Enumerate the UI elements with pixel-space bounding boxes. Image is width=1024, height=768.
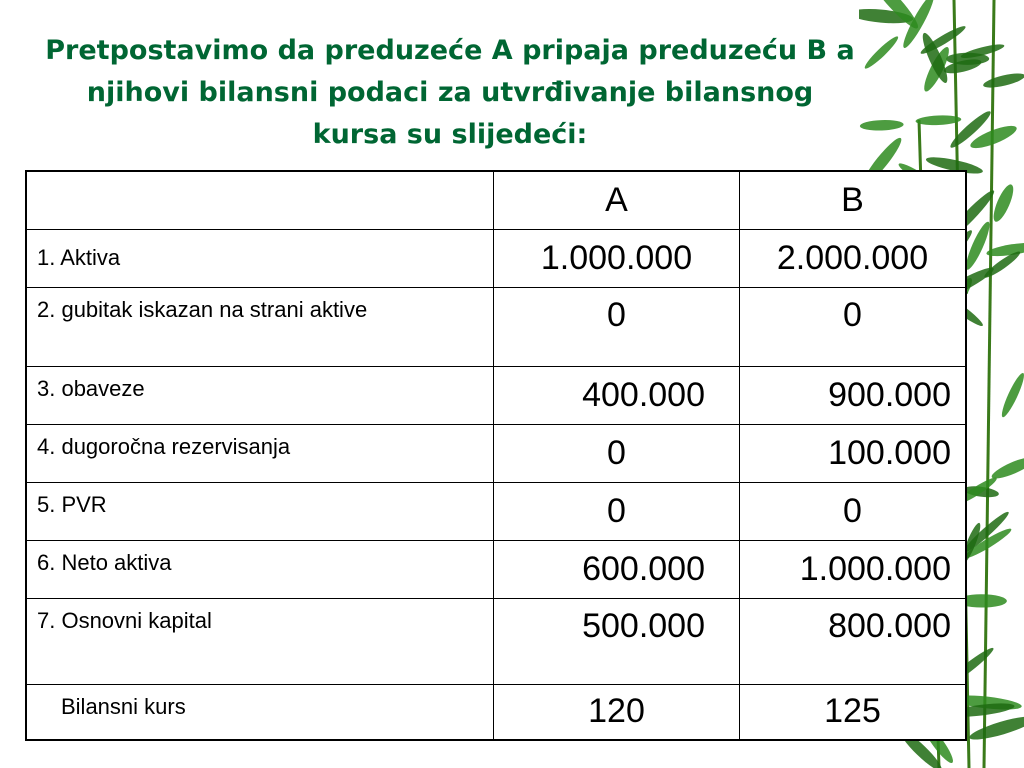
row-label: 1. Aktiva (26, 229, 494, 287)
table-row (26, 366, 966, 424)
value-b: 1.000.000 (740, 540, 967, 598)
value-b: 0 (740, 287, 967, 366)
row-label: 2. gubitak iskazan na strani aktive (26, 287, 494, 366)
value-a: 0 (494, 287, 740, 366)
value-b: 100.000 (740, 424, 967, 482)
balance-table (25, 170, 967, 741)
column-header-b: B (740, 171, 967, 229)
table-header-row (26, 171, 966, 229)
row-label: 4. dugoročna rezervisanja (26, 424, 494, 482)
value-a: 500.000 (494, 598, 740, 684)
slide-title: Pretpostavimo da preduzeće A pripaja preduzeću B a njihovi bilansni podaci za utvrđivanje bilansnog kursa su slijedeći: (45, 35, 855, 150)
value-a: 1.000.000 (494, 229, 740, 287)
table-row (26, 229, 966, 287)
row-label: 6. Neto aktiva (26, 540, 494, 598)
table-row (26, 287, 966, 366)
header-empty-cell (26, 171, 494, 229)
row-label: Bilansni kurs (26, 684, 494, 740)
value-a: 120 (494, 684, 740, 740)
table-row (26, 684, 966, 740)
value-a: 0 (494, 482, 740, 540)
value-a: 400.000 (494, 366, 740, 424)
value-a: 600.000 (494, 540, 740, 598)
table-row (26, 424, 966, 482)
value-b: 900.000 (740, 366, 967, 424)
value-b: 800.000 (740, 598, 967, 684)
row-label: 5. PVR (26, 482, 494, 540)
row-label: 3. obaveze (26, 366, 494, 424)
value-b: 0 (740, 482, 967, 540)
row-label: 7. Osnovni kapital (26, 598, 494, 684)
table-row (26, 598, 966, 684)
table-row (26, 482, 966, 540)
value-a: 0 (494, 424, 740, 482)
column-header-a: A (494, 171, 740, 229)
value-b: 125 (740, 684, 967, 740)
value-b: 2.000.000 (740, 229, 967, 287)
table-row (26, 540, 966, 598)
